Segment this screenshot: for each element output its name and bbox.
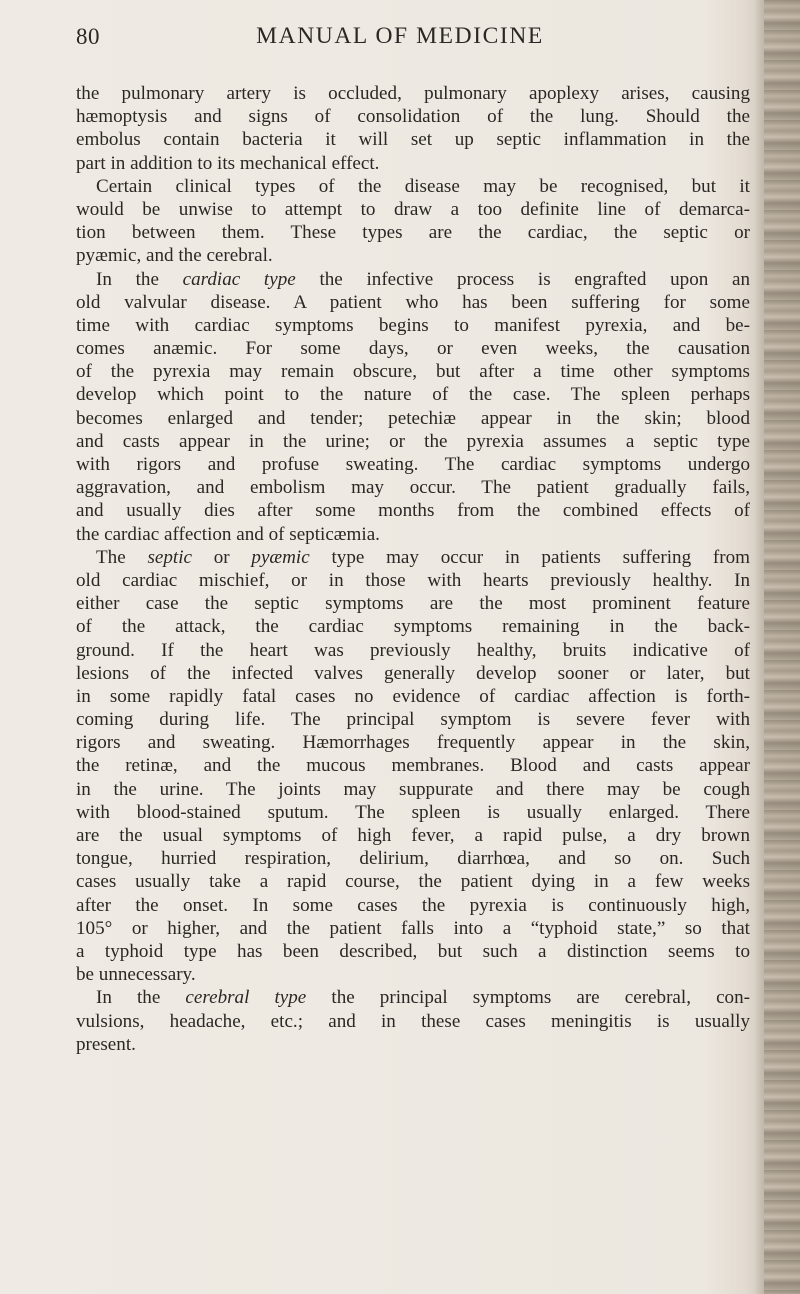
text-line: develop which point to the nature of the case. The spleen perhaps (76, 384, 750, 406)
text-line: would be unwise to attempt to draw a too definite line of demarca- (76, 198, 750, 220)
text-segment: or (191, 546, 252, 568)
text-segment: In the (96, 268, 183, 290)
italic-term-cardiac-type: cardiac type (182, 268, 296, 290)
text-segment: In the (96, 987, 186, 1009)
page-number: 80 (76, 24, 100, 49)
text-line: and usually dies after some months from the combined effects of (76, 500, 750, 522)
text-line: the cardiac affection and of septicæmia. (76, 523, 380, 545)
page-edge-shadow (764, 0, 800, 1294)
text-line: with rigors and profuse sweating. The cardiac symptoms undergo (76, 454, 750, 475)
text-line: and casts appear in the urine; or the pyrexia assumes a septic type (76, 430, 750, 452)
text-line: cases usually take a rapid course, the patient dying in a few weeks (76, 871, 750, 893)
text-line: in some rapidly fatal cases no evidence of cardiac affection is forth- (76, 685, 750, 707)
text-line: tongue, hurried respiration, delirium, diarrhœa, and so on. Such (76, 848, 750, 870)
text-line: comes anæmic. For some days, or even weeks, the causation (76, 338, 750, 360)
text-line: a typhoid type has been described, but such a distinction seems to (76, 940, 750, 962)
text-line: aggravation, and embolism may occur. The patient gradually fails, (76, 477, 750, 499)
text-line-cardiac-type (76, 268, 750, 291)
text-line: in the urine. The joints may suppurate and there may be cough (76, 778, 750, 800)
text-line: either case the septic symptoms are the most prominent feature (76, 593, 750, 615)
text-line: Certain clinical types of the disease may be recognised, but it (96, 175, 750, 197)
text-line: vulsions, headache, etc.; and in these cases meningitis is usually (76, 1010, 750, 1032)
text-segment: the principal symptoms are cerebral, con- (306, 987, 750, 1009)
running-title: MANUAL OF MEDICINE (256, 23, 544, 49)
text-line: old valvular disease. A patient who has been suffering for some (76, 291, 750, 313)
text-line: embolus contain bacteria it will set up septic inflammation in the (76, 129, 750, 151)
text-line: rigors and sweating. Hæmorrhages frequently appear in the skin, (76, 732, 750, 754)
text-line: tion between them. These types are the cardiac, the septic or (76, 222, 750, 244)
italic-term-cerebral-type: cerebral type (185, 987, 307, 1009)
text-line: becomes enlarged and tender; petechiæ appear in the skin; blood (76, 407, 750, 429)
text-line-septic-type (76, 546, 750, 569)
text-line: old cardiac mischief, or in those with hearts previously healthy. In (76, 569, 750, 591)
italic-term-pyaemic: pyæmic (251, 546, 310, 568)
text-segment: The (96, 546, 148, 568)
text-segment: the infective process is engrafted upon an (295, 268, 751, 290)
text-line: present. (76, 1033, 136, 1055)
text-line: coming during life. The principal symptom is severe fever with (76, 709, 750, 731)
text-line: 105° or higher, and the patient falls into a “typhoid state,” so that (76, 917, 750, 939)
text-line: the pulmonary artery is occluded, pulmonary apoplexy arises, causing (76, 83, 750, 104)
text-line: ground. If the heart was previously healthy, bruits indicative of (76, 639, 750, 661)
text-line: part in addition to its mechanical effect. (76, 152, 380, 174)
body-text (76, 82, 750, 1056)
text-line: be unnecessary. (76, 964, 196, 986)
text-line: with blood-stained sputum. The spleen is usually enlarged. There (76, 801, 750, 823)
text-line: time with cardiac symptoms begins to manifest pyrexia, and be- (76, 314, 750, 336)
text-line-cerebral-type (76, 986, 750, 1009)
text-line: pyæmic, and the cerebral. (76, 245, 273, 267)
text-line: are the usual symptoms of high fever, a rapid pulse, a dry brown (76, 825, 750, 846)
text-line: hæmoptysis and signs of consolidation of the lung. Should the (76, 106, 750, 128)
text-line: of the attack, the cardiac symptoms remaining in the back- (76, 616, 750, 638)
text-line: lesions of the infected valves generally develop sooner or later, but (76, 662, 750, 684)
text-line: the retinæ, and the mucous membranes. Blood and casts appear (76, 755, 750, 777)
italic-term-septic: septic (147, 546, 192, 568)
text-line: after the onset. In some cases the pyrexia is continuously high, (76, 894, 750, 916)
text-segment: type may occur in patients suffering from (309, 546, 751, 568)
text-line: of the pyrexia may remain obscure, but after a time other symptoms (76, 361, 750, 383)
